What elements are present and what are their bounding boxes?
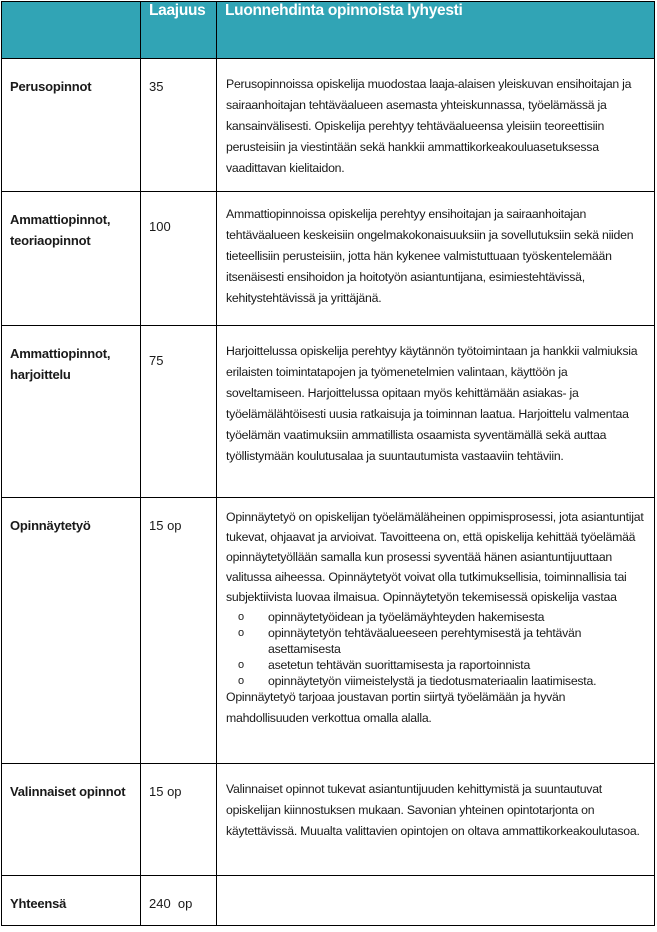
header-cell-description [217,2,655,59]
responsibility-list [226,609,648,689]
credits-cell [141,764,217,876]
description-tail-text: Opinnäytetyö tarjoaa joustavan portin siirtyä työelämään ja hyvän mahdollisuuden verkottua omalla alalla. [226,690,566,725]
table-row [2,192,655,326]
list-item: o opinnäytetyön viimeistelystä ja tiedotusmateriaalin laatimisesta. [238,674,597,688]
description-text: Opinnäytetyö on opiskelijan työelämäläheinen oppimisprosessi, jota asiantuntijat tukevat, ohjaavat ja arvioivat. Tavoitteena on, että opiskelija kehittää työelämää opinnäytetyöllään samalla kun prosessi syventää hänen asiantuntijuuttaan valitussa aiheessa. Opinnäytetyöt voivat olla tutkimuksellisia, toiminnallisia tai subjektiivista luovaa ilmaisua. Opinnäytetyön tekemisessä opiskelija vastaa [226,510,644,604]
circle-bullet-icon: o [238,611,244,623]
list-item: o opinnäytetyön tehtäväalueeseen perehtymisestä ja tehtävän asettamisesta [238,626,582,656]
circle-bullet-icon: o [238,659,244,671]
study-name-cell [2,498,141,764]
credits-cell [141,192,217,326]
study-name: Perusopinnot [10,79,92,94]
total-label: Yhteensä [10,896,67,911]
credits-value: 75 [149,353,164,368]
description-text: Ammattiopinnoissa opiskelija perehtyy ensihoitajan ja sairaanhoitajan tehtäväalueen keskeisiin ongelmakokonaisuuksiin ja sovellutuksiin sekä niiden tieteellisiin perusteisiin, jotta hän kykenee valmistuttuaan työskentelemään itsenäisesti ensihoidon ja hoitotyön asiantuntijana, esimiestehtävissä, kehitystehtävissä ja yrittäjänä. [226,207,634,305]
description-block [217,498,654,729]
table-body [2,59,655,926]
credits-cell [141,498,217,764]
header-label-scope: Laajuus [149,2,206,19]
total-row [2,876,655,926]
curriculum-table [1,1,655,926]
table-row [2,326,655,498]
description-cell [217,59,655,192]
credits-cell [141,326,217,498]
credits-value: 35 [149,79,164,94]
table-header [2,2,655,59]
study-name: Ammattiopinnot, teoriaopinnot [10,212,111,248]
list-item: o opinnäytetyöidean ja työelämäyhteyden hakemisesta [238,610,545,624]
description-text: Valinnaiset opinnot tukevat asiantuntijuuden kehittymistä ja suuntautuvat opiskelijan kiinnostuksen mukaan. Savonian yhteinen opintotarjonta on käytettävissä. Muualta valittavien opintojen on oltava ammattikorkeakoulutasoa. [226,782,640,838]
study-name: Ammattiopinnot, harjoittelu [10,346,111,382]
description-text: Harjoittelussa opiskelija perehtyy käytännön työtoimintaan ja hankkii valmiuksia erilaisten toimintatapojen ja työmenetelmien valintaan, käyttöön ja soveltamiseen. Harjoittelussa opitaan myös kehittämään asiakas- ja työelämälähtöisesti uusia ratkaisuja ja toiminnan laatua. Harjoittelu valmentaa työelämän vaatimuksiin ammatillista osaamista syventämällä sekä auttaa työllistymään koulutusalaa ja suuntautumista vastaaviin tehtäviin. [226,344,638,463]
credits-value: 15 op [149,518,182,533]
description-cell [217,192,655,326]
header-cell-scope [141,2,217,59]
header-label-description: Luonnehdinta opinnoista lyhyesti [225,2,463,19]
study-name-cell [2,192,141,326]
description-cell [217,498,655,764]
credits-value: 15 op [149,784,182,799]
total-credits-cell [141,876,217,926]
table-row [2,59,655,192]
circle-bullet-icon: o [238,627,244,639]
total-credits-value: 240 op [149,896,193,911]
description-text: Perusopinnoissa opiskelija muodostaa laaja-alaisen yleiskuvan ensihoitajan ja sairaanhoitajan tehtäväalueen asemasta yhteiskunnassa, työelämässä ja kansainvälisesti. Opiskelija perehtyy tehtäväalueensa yleisiin teoreettisiin perusteisiin ja viestintään sekä hankkii ammattikorkeakouluasetuksessa vaadittavan kielitaidon. [226,77,632,175]
circle-bullet-icon: o [238,675,244,687]
total-description-cell [217,876,655,926]
study-name-cell [2,326,141,498]
study-name: Valinnaiset opinnot [10,784,126,799]
credits-cell [141,59,217,192]
total-label-cell [2,876,141,926]
description-cell [217,764,655,876]
study-name-cell [2,59,141,192]
study-name: Opinnäytetyö [10,518,91,533]
header-row [2,2,655,59]
header-cell-empty [2,2,141,59]
table-row [2,764,655,876]
table-row [2,498,655,764]
description-text [217,876,654,903]
credits-value: 100 [149,219,171,234]
study-name-cell [2,764,141,876]
description-cell [217,326,655,498]
list-item: o asetetun tehtävän suorittamisesta ja raportoinnista [238,658,531,672]
